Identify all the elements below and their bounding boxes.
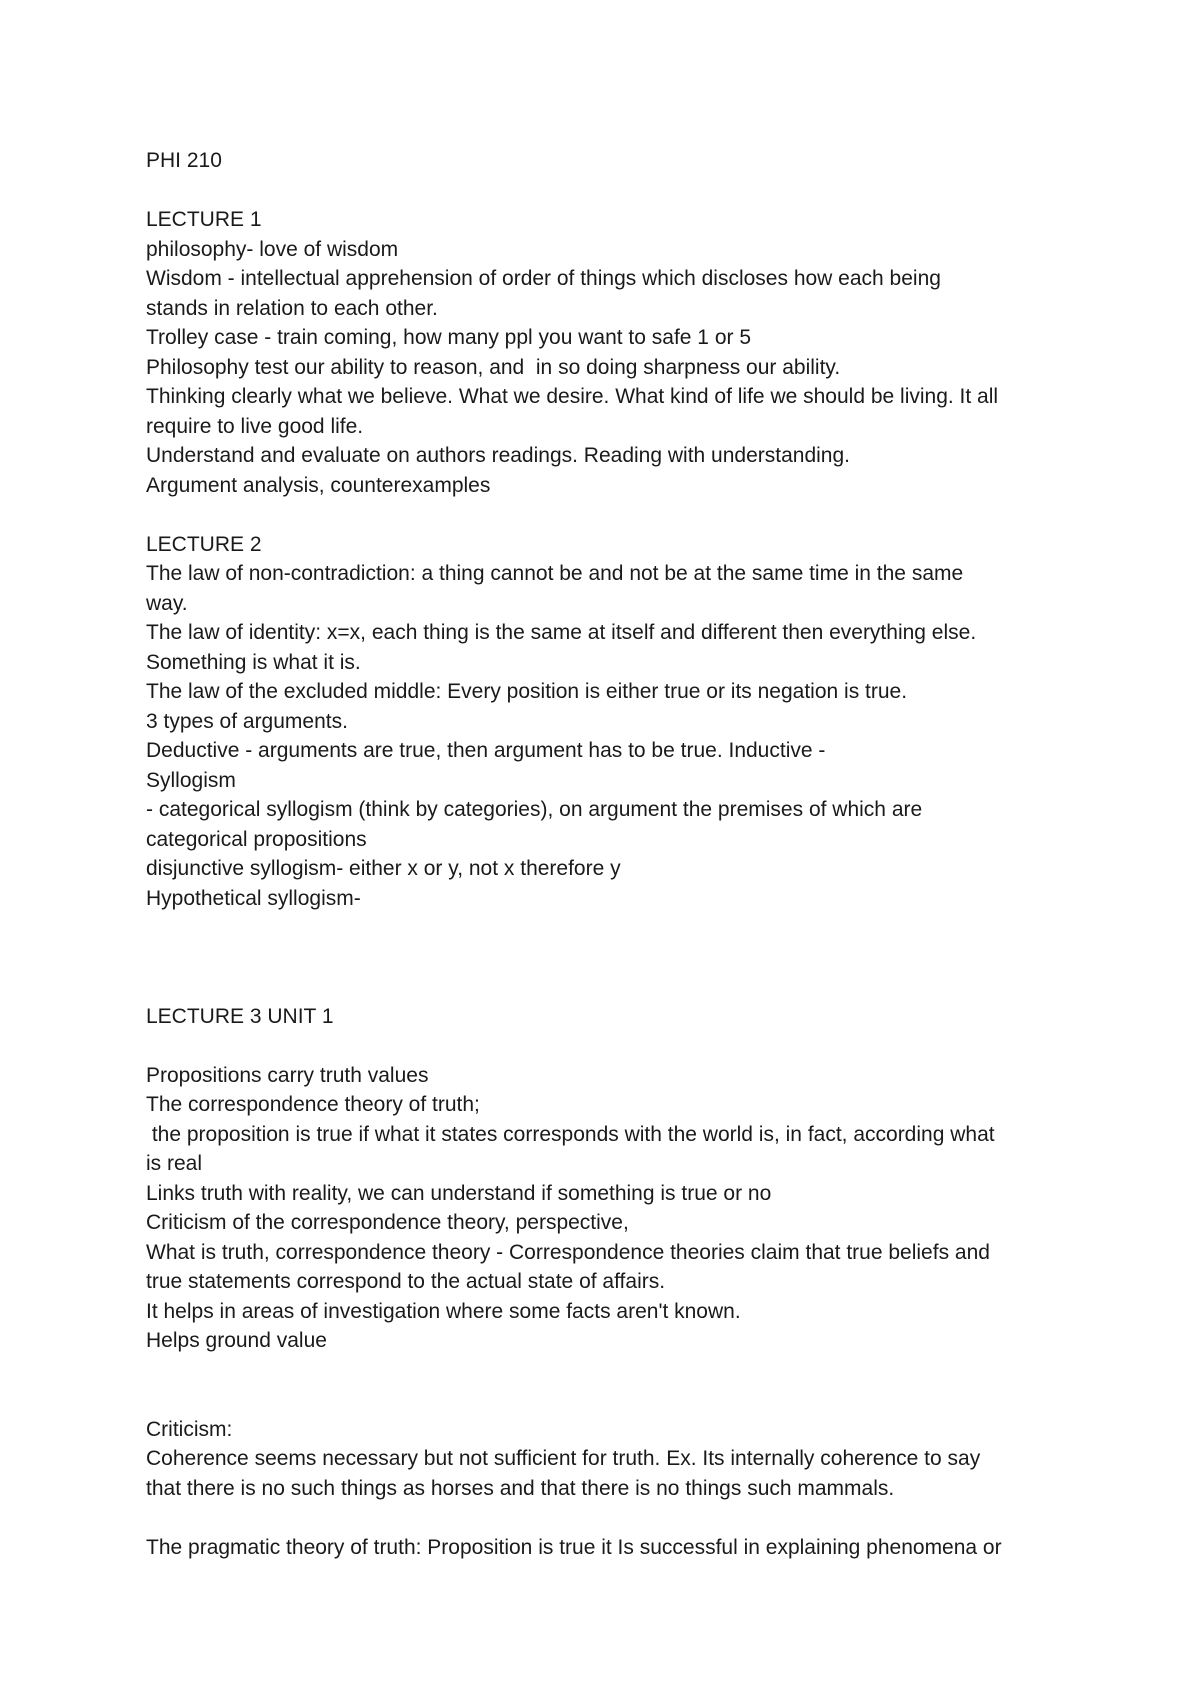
text-line: require to live good life.: [146, 414, 364, 438]
document-body: [146, 146, 1076, 1562]
text-line: Hypothetical syllogism-: [146, 886, 361, 910]
text-line: Thinking clearly what we believe. What we desire. What kind of life we should be living. It all: [146, 385, 999, 408]
text-line: is real: [146, 1152, 203, 1175]
text-line: Argument analysis, counterexamples: [146, 473, 491, 497]
text-line: Coherence seems necessary but not sufficient for truth. Ex. Its internally coherence to say: [146, 1447, 981, 1470]
text-line: Wisdom - intellectual apprehension of order of things which discloses how each being: [146, 267, 941, 290]
lecture-1-heading: LECTURE 1: [146, 208, 262, 231]
text-line: Something is what it is.: [146, 650, 361, 674]
text-line: The pragmatic theory of truth: Proposition is true it Is successful in explaining phenomena or: [146, 1535, 1002, 1559]
text-line: The law of the excluded middle: Every position is either true or its negation is true.: [146, 680, 908, 703]
text-line: It helps in areas of investigation where some facts aren't known.: [146, 1299, 741, 1323]
text-line: What is truth, correspondence theory - Correspondence theories claim that true beliefs and: [146, 1240, 990, 1264]
course-title: PHI 210: [146, 149, 222, 172]
spacer: [146, 176, 1076, 206]
spacer: [146, 1385, 1076, 1415]
text-line: Syllogism: [146, 768, 236, 792]
text-line: stands in relation to each other.: [146, 296, 438, 320]
text-line: Philosophy test our ability to reason, and in so doing sharpness our ability.: [146, 355, 841, 379]
spacer: [146, 1356, 1076, 1386]
lecture-3-heading: LECTURE 3 UNIT 1: [146, 1004, 334, 1028]
text-line: way.: [146, 591, 188, 615]
text-line: The law of identity: x=x, each thing is the same at itself and different then everything else.: [146, 621, 977, 644]
text-line: categorical propositions: [146, 827, 367, 851]
text-line: 3 types of arguments.: [146, 709, 348, 733]
spacer: [146, 1503, 1076, 1533]
text-line: Helps ground value: [146, 1329, 327, 1352]
text-line: true statements correspond to the actual state of affairs.: [146, 1270, 666, 1293]
text-line: - categorical syllogism (think by categories), on argument the premises of which are: [146, 798, 923, 821]
text-line: the proposition is true if what it states corresponds with the world is, in fact, according what: [146, 1122, 995, 1146]
spacer: [146, 943, 1076, 973]
text-line: The law of non-contradiction: a thing cannot be and not be at the same time in the same: [146, 562, 964, 585]
text-line: Links truth with reality, we can understand if something is true or no: [146, 1181, 772, 1205]
text-line: Understand and evaluate on authors readings. Reading with understanding.: [146, 444, 850, 467]
text-line: that there is no such things as horses and that there is no things such mammals.: [146, 1476, 895, 1500]
criticism-heading: Criticism:: [146, 1417, 233, 1441]
spacer: [146, 500, 1076, 530]
spacer: [146, 913, 1076, 943]
spacer: [146, 1031, 1076, 1061]
text-line: Trolley case - train coming, how many ppl you want to safe 1 or 5: [146, 326, 752, 349]
spacer: [146, 972, 1076, 1002]
text-line: Propositions carry truth values: [146, 1063, 429, 1087]
text-line: Deductive - arguments are true, then argument has to be true. Inductive -: [146, 739, 826, 762]
lecture-2-heading: LECTURE 2: [146, 532, 262, 556]
text-line: Criticism of the correspondence theory, perspective,: [146, 1211, 629, 1234]
text-line: disjunctive syllogism- either x or y, not x therefore y: [146, 857, 621, 880]
text-line: philosophy- love of wisdom: [146, 237, 399, 261]
text-line: The correspondence theory of truth;: [146, 1093, 480, 1116]
